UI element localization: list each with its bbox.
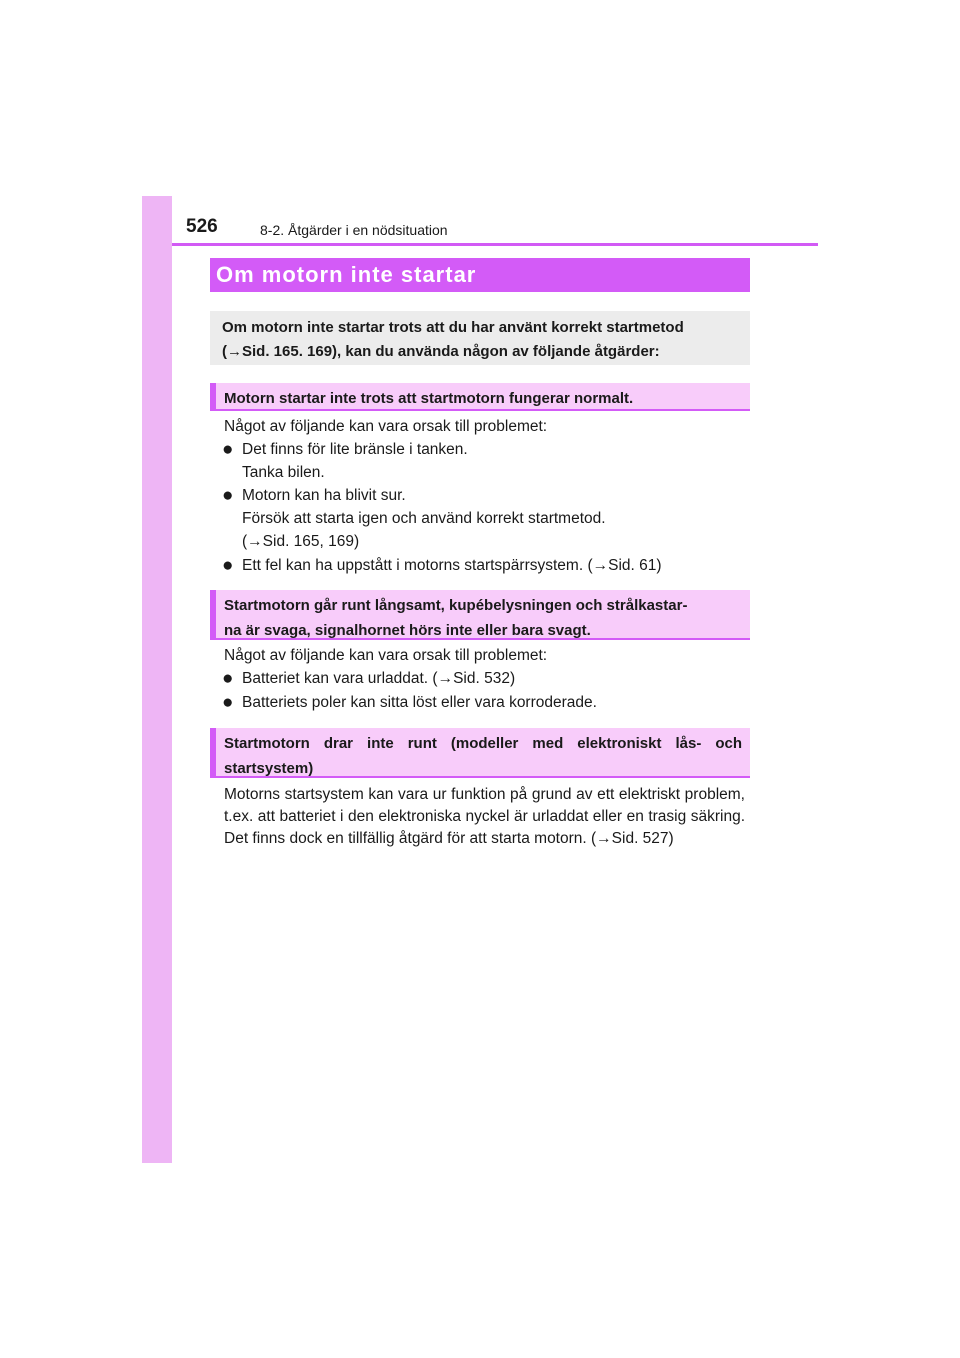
section-1-bullet-2: Motorn kan ha blivit sur. [242, 487, 406, 504]
bullet-icon: ● [222, 668, 234, 689]
section-1-bullet-2-sub-2: (→Sid. 165, 169) [242, 533, 360, 550]
section-1-lead: Något av följande kan vara orsak till problemet: [224, 418, 548, 435]
page-number: 526 [186, 216, 218, 237]
section-2-lead: Något av följande kan vara orsak till problemet: [224, 647, 548, 664]
section-heading-2-line-2: na är svaga, signalhornet hörs inte eller bara svagt. [224, 622, 591, 639]
bullet-icon: ● [222, 485, 234, 506]
section-1-bullet-2-sub-1: Försök att starta igen och använd korrekt startmetod. [242, 510, 606, 527]
bullet-icon: ● [222, 439, 234, 460]
intro-box [210, 311, 750, 365]
section-3-paragraph: Motorns startsystem kan vara ur funktion på grund av ett elektriskt problem, t.ex. att batteriet i den elektroniska nyckel är urladdat eller en trasig säkring. Det finns dock en tillfällig åtgärd för att starta motorn. (→Sid. 527) [224, 786, 745, 847]
bullet-icon: ● [222, 692, 234, 713]
side-color-band [142, 196, 172, 1163]
section-heading-1-text: Motorn startar inte trots att startmotorn fungerar normalt. [224, 390, 634, 407]
bullet-icon: ● [222, 555, 234, 576]
section-heading-1 [210, 383, 750, 411]
intro-line-2: (→Sid. 165. 169), kan du använda någon av följande åtgärder: [222, 343, 660, 360]
section-reference: 8-2. Åtgärder i en nödsituation [260, 222, 448, 238]
section-heading-3-line-1: Startmotorn drar inte runt (modeller med elektroniskt lås- och [224, 735, 742, 752]
page-title: Om motorn inte startar [216, 262, 477, 287]
section-heading-2 [210, 590, 750, 640]
section-heading-3-line-2: startsystem) [224, 760, 314, 777]
section-2-bullet-1: Batteriet kan vara urladdat. (→Sid. 532) [242, 670, 516, 687]
section-heading-2-line-1: Startmotorn går runt långsamt, kupébelysningen och strålkastar- [224, 597, 688, 614]
section-heading-3 [210, 728, 750, 778]
section-1-bullet-3: Ett fel kan ha uppstått i motorns startspärrsystem. (→Sid. 61) [242, 557, 662, 574]
section-2-bullet-2: Batteriets poler kan sitta löst eller vara korroderade. [242, 694, 597, 711]
section-1-bullet-1-sub: Tanka bilen. [242, 464, 325, 481]
intro-line-1: Om motorn inte startar trots att du har använt korrekt startmetod [222, 319, 684, 336]
section-1-bullet-1: Det finns för lite bränsle i tanken. [242, 441, 468, 458]
header-rule [172, 243, 818, 246]
